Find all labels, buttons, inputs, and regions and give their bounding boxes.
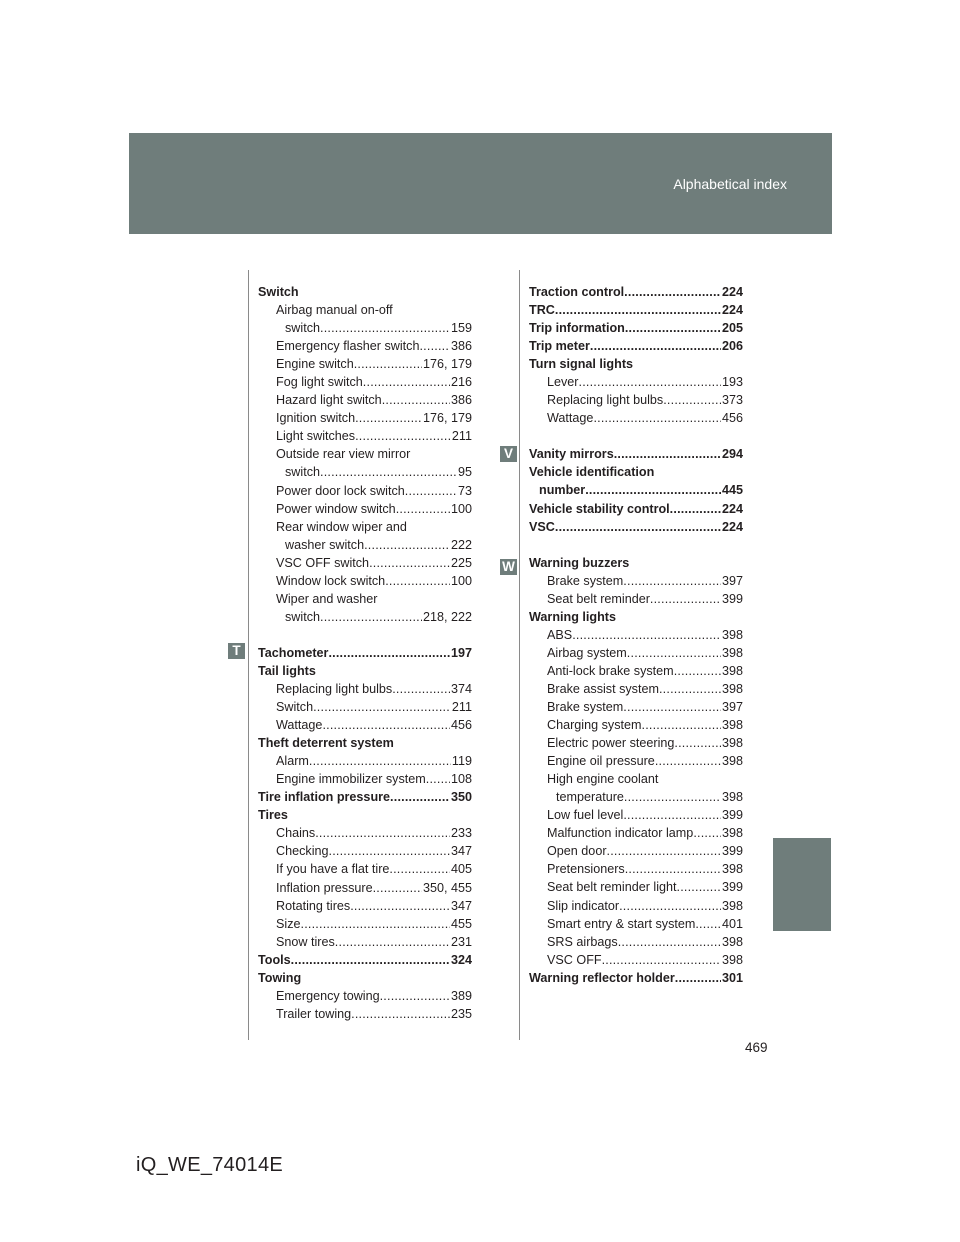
page-reference: 95: [457, 465, 472, 480]
page-reference: 456: [450, 718, 472, 733]
page-reference: 399: [721, 880, 743, 895]
page-reference: 401: [721, 916, 743, 931]
index-subentry: [258, 752, 472, 770]
dot-leader: [650, 590, 721, 608]
entry-text: Airbag manual on-off: [276, 303, 393, 318]
index-subentry: [258, 933, 472, 951]
entry-text: Low fuel level: [547, 808, 624, 823]
dot-leader: [674, 662, 721, 680]
index-subentry: [529, 860, 743, 878]
page-reference: 193: [721, 375, 743, 390]
entry-text: Tools: [258, 952, 291, 967]
letter-marker-w: W: [500, 559, 517, 575]
index-subentry: [258, 770, 472, 788]
entry-text: Brake assist system: [547, 681, 659, 696]
page-reference: 389: [450, 988, 472, 1003]
entry-text: Theft deterrent system: [258, 736, 394, 751]
index-subentry: [529, 680, 743, 698]
index-heading: [529, 337, 743, 355]
index-subentry: [258, 572, 472, 590]
index-subentry: [529, 626, 743, 644]
index-subentry: [258, 445, 472, 463]
page-reference: 225: [450, 555, 472, 570]
dot-leader: [670, 500, 721, 518]
entry-text: Engine immobilizer system: [276, 772, 426, 787]
page-reference: 301: [721, 970, 743, 985]
section-gap: [529, 427, 743, 445]
entry-text: Tail lights: [258, 663, 316, 678]
dot-leader: [426, 770, 450, 788]
index-subentry: [529, 806, 743, 824]
dot-leader: [355, 427, 451, 445]
dot-leader: [693, 824, 721, 842]
dot-leader: [350, 897, 450, 915]
index-heading: [529, 500, 743, 518]
dot-leader: [405, 482, 457, 500]
entry-text: Electric power steering: [547, 736, 675, 751]
entry-text: Warning buzzers: [529, 555, 630, 570]
index-heading: [258, 662, 472, 680]
entry-text: Light switches: [276, 429, 356, 444]
page-reference: 324: [450, 952, 472, 967]
index-heading: [258, 644, 472, 662]
page-reference: 350: [450, 790, 472, 805]
page-reference: 233: [450, 826, 472, 841]
entry-text: Brake system: [547, 699, 624, 714]
index-subentry: [258, 355, 472, 373]
entry-text: Traction control: [529, 285, 625, 299]
dot-leader: [602, 951, 721, 969]
index-subentry: [258, 482, 472, 500]
dot-leader: [396, 500, 450, 518]
dot-leader: [674, 734, 721, 752]
index-subentry: [529, 373, 743, 391]
index-subentry: [258, 915, 472, 933]
dot-leader: [625, 860, 721, 878]
page-reference: 398: [721, 898, 743, 913]
dot-leader: [642, 716, 721, 734]
index-subentry: [529, 824, 743, 842]
dot-leader: [555, 518, 721, 536]
entry-text: ABS: [547, 627, 573, 642]
entry-text: Lever: [547, 375, 579, 390]
dot-leader: [585, 481, 721, 499]
index-subentry: [529, 698, 743, 716]
index-subentry: [529, 842, 743, 860]
dot-leader: [593, 409, 721, 427]
dot-leader: [320, 463, 457, 481]
entry-text: Wiper and washer: [276, 591, 378, 606]
entry-text: Switch: [258, 285, 299, 299]
entry-text: Malfunction indicator lamp: [547, 826, 694, 841]
page-reference: 399: [721, 844, 743, 859]
entry-text: Wattage: [276, 718, 323, 733]
entry-text: Seat belt reminder: [547, 591, 650, 606]
index-subentry: [258, 897, 472, 915]
entry-text: Chains: [276, 826, 316, 841]
entry-text: Towing: [258, 970, 302, 985]
index-subentry: [258, 1005, 472, 1023]
page-reference: 386: [450, 339, 472, 354]
entry-text: Slip indicator: [547, 898, 620, 913]
dot-leader: [419, 337, 450, 355]
dot-leader: [624, 283, 721, 301]
entry-text: Hazard light switch: [276, 393, 382, 408]
entry-text: Replacing light bulbs: [276, 681, 393, 696]
entry-text: Outside rear view mirror: [276, 447, 411, 462]
dot-leader: [364, 536, 450, 554]
dot-leader: [328, 644, 450, 662]
index-subentry: [258, 554, 472, 572]
entry-text: switch: [285, 609, 320, 624]
page-reference: 231: [450, 934, 472, 949]
entry-text: Trip information: [529, 321, 625, 336]
dot-leader: [555, 301, 721, 319]
index-heading: [258, 951, 472, 969]
entry-text: Rear window wiper and: [276, 519, 407, 534]
page-reference: 398: [721, 754, 743, 769]
index-subentry: [258, 409, 472, 427]
index-subentry: [529, 391, 743, 409]
dot-leader: [614, 445, 721, 463]
page-reference: 216: [450, 375, 472, 390]
index-subentry: [258, 987, 472, 1005]
index-heading: [529, 554, 743, 572]
index-subentry: [529, 915, 743, 933]
page-reference: 294: [721, 447, 743, 462]
page-reference: 399: [721, 808, 743, 823]
page-reference: 398: [721, 681, 743, 696]
entry-text: Smart entry & start system: [547, 916, 696, 931]
entry-text: Snow tires: [276, 934, 335, 949]
page-reference: 347: [450, 844, 472, 859]
page-reference: 374: [450, 681, 472, 696]
letter-marker-t: T: [228, 643, 245, 659]
index-subentry: [529, 734, 743, 752]
entry-text: Trailer towing: [276, 1006, 352, 1021]
page-reference: 176, 179: [422, 357, 472, 372]
page-reference: 218, 222: [422, 609, 472, 624]
entry-text: Warning lights: [529, 609, 616, 624]
index-heading: [258, 283, 472, 301]
index-heading: [258, 806, 472, 824]
dot-leader: [625, 319, 721, 337]
dot-leader: [329, 842, 450, 860]
page-reference: 397: [721, 699, 743, 714]
page-reference: 398: [721, 645, 743, 660]
entry-text: Seat belt reminder light: [547, 880, 677, 895]
index-subentry: [258, 301, 472, 319]
index-subentry: [258, 608, 472, 626]
entry-text: Vanity mirrors: [529, 447, 614, 462]
index-subentry: [529, 644, 743, 662]
dot-leader: [301, 915, 450, 933]
index-heading: [529, 319, 743, 337]
index-subentry: [258, 500, 472, 518]
page-reference: 159: [450, 321, 472, 336]
index-subentry: [258, 698, 472, 716]
entry-text: Vehicle stability control: [529, 501, 670, 516]
page-reference: 224: [721, 303, 743, 318]
page-reference: 398: [721, 862, 743, 877]
index-heading: [529, 355, 743, 373]
dot-leader: [385, 572, 450, 590]
index-subentry: [258, 536, 472, 554]
page-reference: 119: [451, 754, 472, 769]
dot-leader: [369, 554, 450, 572]
page-reference: 197: [450, 645, 472, 660]
page-reference: 398: [721, 934, 743, 949]
entry-text: Open door: [547, 844, 607, 859]
index-subentry: [258, 824, 472, 842]
dot-leader: [618, 933, 721, 951]
index-subentry: [258, 319, 472, 337]
entry-text: Fog light switch: [276, 375, 363, 390]
entry-text: If you have a flat tire: [276, 862, 390, 877]
index-heading: [529, 283, 743, 301]
dot-leader: [623, 572, 721, 590]
dot-leader: [392, 680, 450, 698]
page-reference: 386: [450, 393, 472, 408]
index-subentry: [529, 897, 743, 915]
document-code: iQ_WE_74014E: [136, 1154, 284, 1176]
page-reference: 235: [450, 1006, 472, 1021]
index-heading: [529, 969, 743, 987]
page-reference: 455: [450, 916, 472, 931]
index-subentry: [258, 391, 472, 409]
entry-text: Power window switch: [276, 501, 396, 516]
page-reference: 347: [450, 898, 472, 913]
entry-text: switch: [285, 465, 320, 480]
page-reference: 405: [450, 862, 472, 877]
index-subentry: [529, 951, 743, 969]
column-divider: [248, 270, 249, 1040]
dot-leader: [572, 626, 721, 644]
dot-leader: [322, 716, 450, 734]
letter-marker-v: V: [500, 446, 517, 462]
page-reference: 222: [450, 537, 472, 552]
index-subentry: [258, 680, 472, 698]
page-reference: 224: [721, 285, 743, 299]
index-heading: [258, 788, 472, 806]
index-subentry: [258, 860, 472, 878]
entry-text: Power door lock switch: [276, 483, 405, 498]
entry-text: Size: [276, 916, 301, 931]
dot-leader: [627, 644, 721, 662]
page-reference: 456: [721, 411, 743, 426]
entry-text: Vehicle identification: [529, 465, 655, 480]
page-reference: 205: [721, 321, 743, 336]
page-reference: 398: [721, 663, 743, 678]
dot-leader: [320, 608, 422, 626]
page-reference: 397: [721, 573, 743, 588]
entry-text: TRC: [529, 303, 555, 318]
entry-text: Ignition switch: [276, 411, 356, 426]
dot-leader: [382, 391, 450, 409]
entry-text: VSC OFF: [547, 952, 602, 967]
entry-text: Tires: [258, 808, 288, 823]
entry-text: Wattage: [547, 411, 594, 426]
entry-text: number: [539, 483, 586, 498]
dot-leader: [579, 373, 721, 391]
page-reference: 398: [721, 718, 743, 733]
entry-text: Brake system: [547, 573, 624, 588]
page-reference: 224: [721, 501, 743, 516]
dot-leader: [390, 788, 450, 806]
entry-text: Warning reflector holder: [529, 970, 675, 985]
entry-text: SRS airbags: [547, 934, 618, 949]
index-heading: [529, 301, 743, 319]
page-reference: 108: [450, 772, 472, 787]
section-title: Alphabetical index: [673, 176, 787, 192]
entry-text: Engine switch: [276, 357, 354, 372]
page-reference: 373: [721, 393, 743, 408]
entry-text: Emergency flasher switch: [276, 339, 420, 354]
index-subentry: [258, 337, 472, 355]
dot-leader: [320, 319, 450, 337]
index-subentry: [258, 427, 472, 445]
dot-leader: [677, 878, 721, 896]
index-subentry: [529, 590, 743, 608]
index-heading: [529, 445, 743, 463]
dot-leader: [624, 788, 721, 806]
dot-leader: [380, 987, 450, 1005]
section-gap: [258, 626, 472, 644]
dot-leader: [623, 806, 721, 824]
index-subentry: [258, 716, 472, 734]
entry-text: switch: [285, 321, 320, 336]
entry-text: Engine oil pressure: [547, 754, 655, 769]
index-subentry: [529, 788, 743, 806]
index-subentry: [529, 662, 743, 680]
index-heading: [529, 608, 743, 626]
page-reference: 73: [457, 483, 472, 498]
dot-leader: [675, 969, 721, 987]
entry-text: Switch: [276, 700, 314, 715]
index-subentry: [258, 590, 472, 608]
dot-leader: [623, 698, 721, 716]
index-subentry: [529, 572, 743, 590]
dot-leader: [363, 373, 450, 391]
index-subentry: [529, 878, 743, 896]
entry-text: Rotating tires: [276, 898, 351, 913]
dot-leader: [335, 933, 450, 951]
index-heading: [529, 481, 743, 499]
index-subentry: [258, 463, 472, 481]
page-reference: 211: [451, 700, 472, 715]
page-reference: 398: [721, 790, 743, 805]
dot-leader: [389, 860, 450, 878]
entry-text: Emergency towing: [276, 988, 380, 1003]
index-subentry: [529, 933, 743, 951]
dot-leader: [354, 355, 422, 373]
dot-leader: [655, 752, 721, 770]
page-reference: 176, 179: [422, 411, 472, 426]
entry-text: High engine coolant: [547, 772, 659, 787]
page-reference: 398: [721, 952, 743, 967]
index-subentry: [529, 752, 743, 770]
entry-text: Checking: [276, 844, 329, 859]
dot-leader: [373, 879, 422, 897]
index-heading: [529, 463, 743, 481]
entry-text: Charging system: [547, 718, 642, 733]
dot-leader: [313, 698, 451, 716]
section-gap: [529, 536, 743, 554]
entry-text: VSC OFF switch: [276, 555, 370, 570]
page-reference: 224: [721, 519, 743, 534]
page-reference: 350, 455: [422, 880, 472, 895]
page-reference: 211: [451, 429, 472, 444]
index-subentry: [258, 518, 472, 536]
index-subentry: [258, 373, 472, 391]
page-reference: 399: [721, 591, 743, 606]
entry-text: temperature: [556, 790, 624, 805]
dot-leader: [309, 752, 451, 770]
page-reference: 398: [721, 627, 743, 642]
page-reference: 206: [721, 339, 743, 354]
entry-text: Alarm: [276, 754, 309, 769]
dot-leader: [355, 409, 422, 427]
page-reference: 398: [721, 736, 743, 751]
entry-text: Tire inflation pressure: [258, 790, 391, 805]
entry-text: Trip meter: [529, 339, 590, 354]
page-number: 469: [745, 1040, 768, 1055]
column-divider: [519, 270, 520, 1040]
page-reference: 100: [450, 501, 472, 516]
header-band: [129, 133, 832, 234]
page-reference: 398: [721, 826, 743, 841]
dot-leader: [351, 1005, 450, 1023]
page-reference: 445: [721, 483, 743, 498]
entry-text: Inflation pressure: [276, 880, 373, 895]
dot-leader: [590, 337, 721, 355]
entry-text: Replacing light bulbs: [547, 393, 664, 408]
entry-text: VSC: [529, 519, 555, 534]
index-subentry: [529, 770, 743, 788]
dot-leader: [315, 824, 450, 842]
entry-text: washer switch: [285, 537, 365, 552]
index-subentry: [529, 409, 743, 427]
index-column-right: [529, 283, 743, 987]
dot-leader: [695, 915, 721, 933]
dot-leader: [659, 680, 721, 698]
page-reference: 100: [450, 573, 472, 588]
dot-leader: [663, 391, 721, 409]
section-thumb-tab: [773, 838, 831, 931]
dot-leader: [619, 897, 721, 915]
index-column-left: [258, 283, 472, 1023]
index-subentry: [258, 842, 472, 860]
index-heading: [258, 734, 472, 752]
entry-text: Anti-lock brake system: [547, 663, 674, 678]
entry-text: Airbag system: [547, 645, 627, 660]
dot-leader: [607, 842, 721, 860]
index-subentry: [258, 879, 472, 897]
index-heading: [529, 518, 743, 536]
entry-text: Turn signal lights: [529, 357, 634, 372]
entry-text: Tachometer: [258, 645, 329, 660]
entry-text: Pretensioners: [547, 862, 625, 877]
entry-text: Window lock switch: [276, 573, 386, 588]
index-heading: [258, 969, 472, 987]
dot-leader: [291, 951, 450, 969]
index-subentry: [529, 716, 743, 734]
